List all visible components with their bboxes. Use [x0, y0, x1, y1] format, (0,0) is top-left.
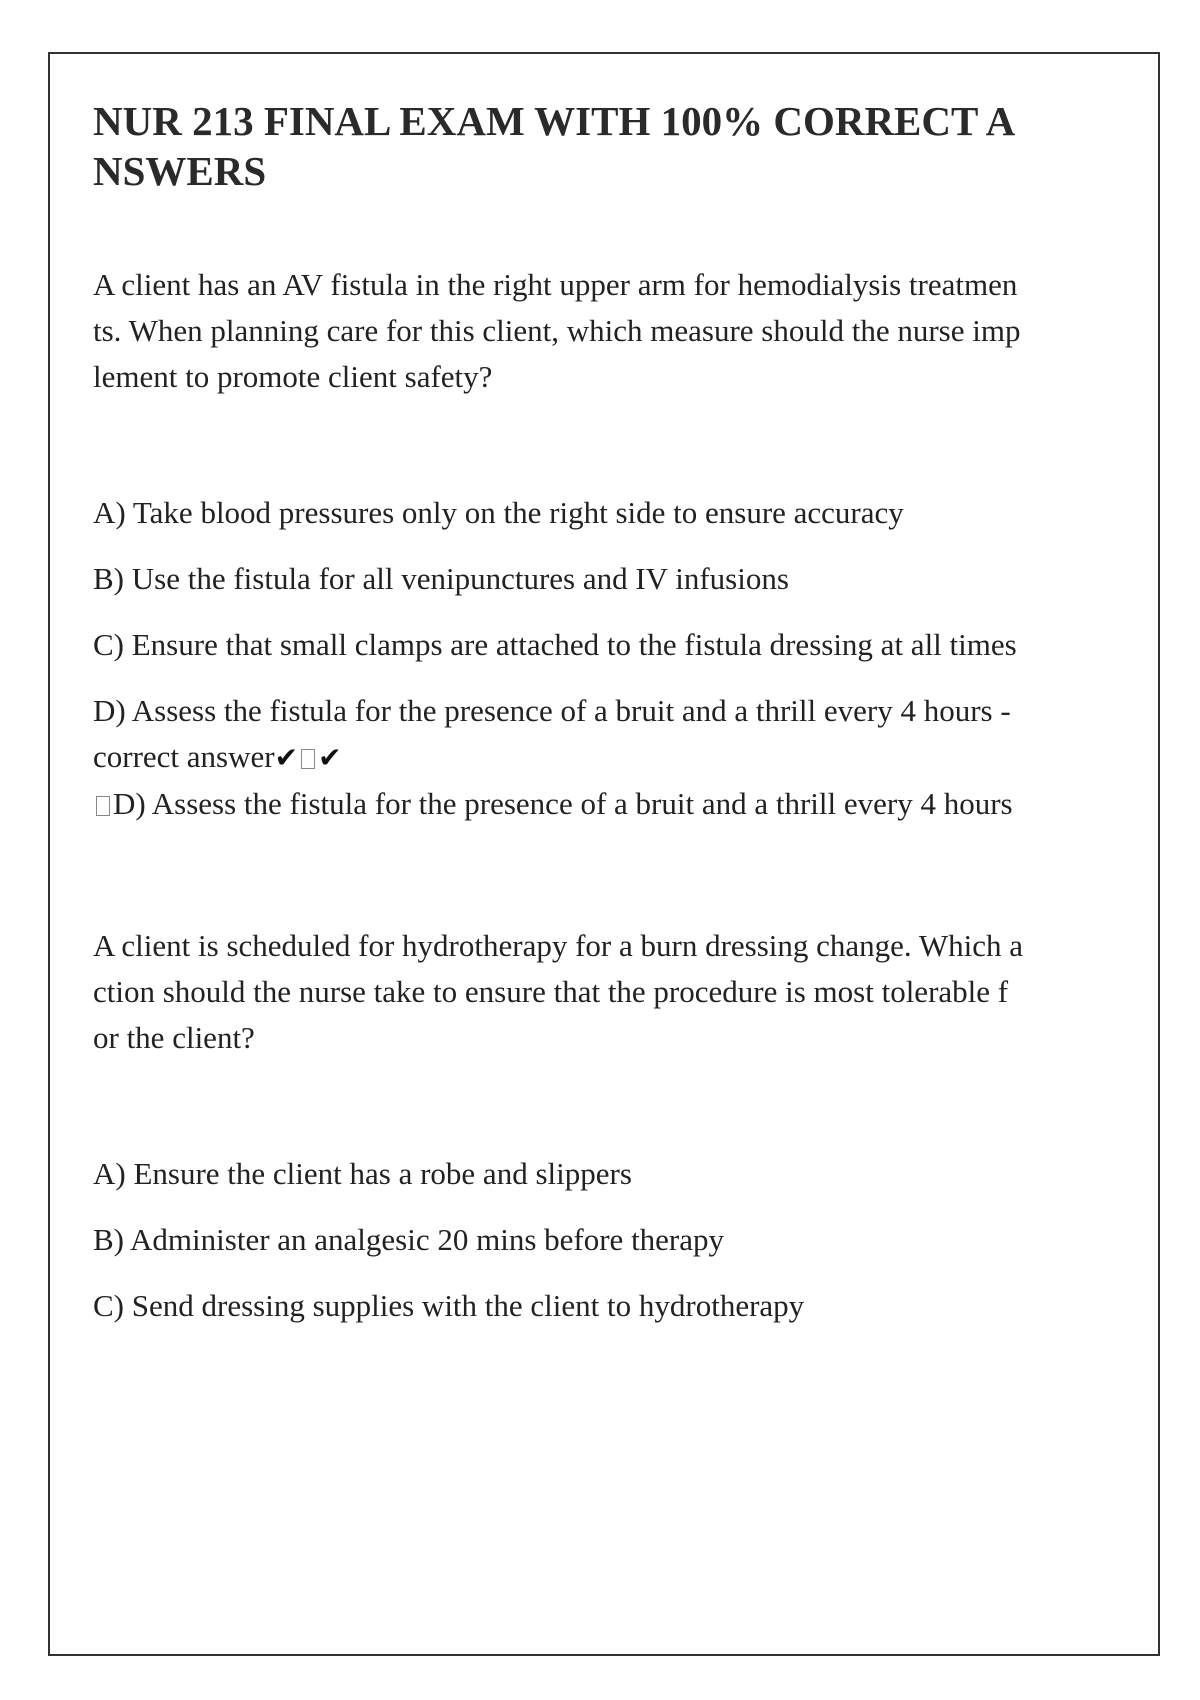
check-mark-icon: ✔: [318, 741, 342, 774]
document-title: NUR 213 FINAL EXAM WITH 100% CORRECT ANSWERS: [93, 98, 1016, 194]
question-1-answer-text: D) Assess the fistula for the presence of a bruit and a thrill every 4 hours: [113, 786, 1013, 821]
question-1-option-b: B) Use the fistula for all venipunctures and IV infusions: [93, 561, 789, 596]
question-1-answer: [93, 781, 1023, 827]
question-1-option-d: [93, 688, 1023, 781]
check-mark-icon: ✔: [274, 741, 299, 774]
question-2-options: [93, 1151, 1023, 1329]
question-2-option-b: B) Administer an analgesic 20 mins before therapy: [93, 1222, 725, 1257]
page-content: [93, 96, 1023, 1349]
question-1-text: A client has an AV fistula in the right upper arm for hemodialysis treatments. When planning care for this client, which measure should the nurse implement to promote client safety?: [93, 267, 1021, 394]
question-1-option-d-text: D) Assess the fistula for the presence of a bruit and a thrill every 4 hours - correct answer: [93, 693, 1011, 774]
question-1-option-a: A) Take blood pressures only on the right side to ensure accuracy: [93, 495, 904, 530]
question-2-option-c: C) Send dressing supplies with the client to hydrotherapy: [93, 1288, 805, 1323]
replacement-box-icon: [96, 796, 110, 816]
question-1-options: [93, 490, 1023, 827]
question-1-option-c: C) Ensure that small clamps are attached to the fistula dressing at all times: [93, 627, 1017, 662]
question-2-text: A client is scheduled for hydrotherapy for a burn dressing change. Which action should the nurse take to ensure that the procedure is most tolerable for the client?: [93, 928, 1023, 1055]
replacement-box-icon: [301, 749, 315, 769]
question-2-option-a: A) Ensure the client has a robe and slippers: [93, 1156, 632, 1191]
